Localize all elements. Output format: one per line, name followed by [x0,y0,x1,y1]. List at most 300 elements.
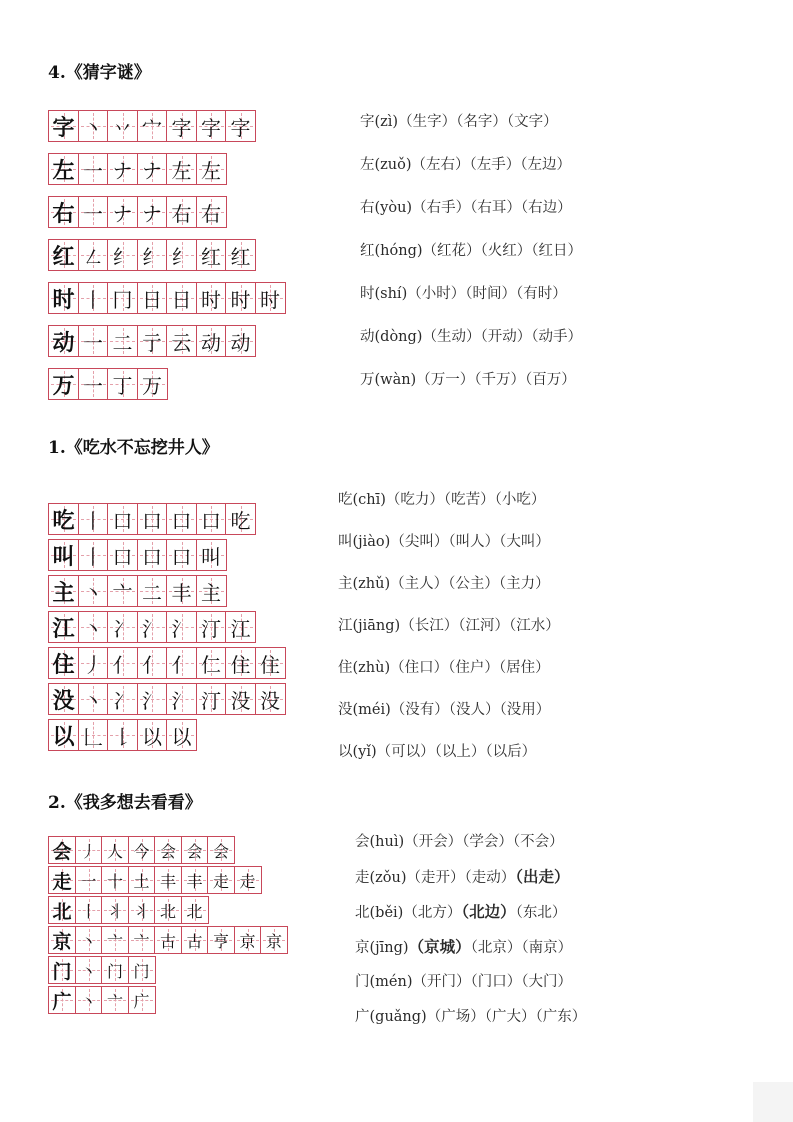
section-title-caizimi: 4.《猜字谜》 [48,63,151,83]
stroke-cell [78,611,109,643]
stroke-cell [225,611,256,643]
stroke-row [48,239,255,271]
stroke-cell [137,239,168,271]
cell-glyph: 丶 [80,961,97,981]
cell-glyph: 左 [52,158,75,184]
word-line: 时(shí)（小时）（时间）（有时） [360,286,567,302]
stroke-cell [255,647,286,679]
cell-glyph: 口 [171,508,192,533]
char-cell-main [48,986,76,1014]
cell-glyph: 土 [133,871,150,891]
cell-glyph: 纟 [142,244,162,269]
stroke-cell [181,836,209,864]
stroke-cell [137,575,168,607]
stroke-cell [128,896,156,924]
cell-glyph: 以 [171,724,192,749]
cell-glyph: 会 [186,841,203,861]
word-part-pre: 京(jīng) [355,940,409,956]
stroke-cell [196,503,227,535]
cell-glyph: 日 [142,287,162,312]
char-cell-main [48,836,76,864]
stroke-cell [196,110,227,142]
stroke-cell [196,153,227,185]
char-cell-main [48,282,79,314]
cell-glyph: 右 [201,201,221,226]
stroke-cell [78,239,109,271]
cell-glyph: 丬 [133,901,150,921]
stroke-row [48,836,234,864]
cell-glyph: 北 [159,901,176,921]
stroke-cell [166,325,197,357]
word-part-pre: 广(guǎng)（广场）（广大）（广东） [355,1009,587,1025]
stroke-cell [107,503,138,535]
cell-glyph: 亨 [212,931,229,951]
stroke-cell [137,611,168,643]
stroke-cell [137,719,168,751]
cell-glyph: 丨 [83,287,103,312]
stroke-row [48,956,154,984]
stroke-cell [196,282,227,314]
cell-glyph: 红 [230,244,251,269]
cell-glyph: 主 [52,580,75,606]
cell-glyph: 时 [52,287,75,313]
cell-glyph: 二 [142,580,162,605]
stroke-cell [166,110,197,142]
stroke-cell [260,926,288,954]
cell-glyph: 古 [159,931,176,951]
stroke-cell [207,836,235,864]
stroke-cell [128,866,156,894]
cell-glyph: 右 [171,201,192,226]
word-list-chishui [338,490,560,784]
cell-glyph: ナ [142,201,162,226]
stroke-cell [78,368,109,400]
word-line: 叫(jiào)（尖叫）（叫人）（大叫） [338,534,550,550]
cell-glyph: 会 [212,841,229,861]
stroke-cell [166,153,197,185]
stroke-cell [107,153,138,185]
cell-glyph: 住 [230,652,251,677]
cell-glyph: 红 [201,244,221,269]
stroke-row [48,282,284,314]
cell-glyph: 一 [83,158,103,183]
word-line: 万(wàn)（万一）（千万）（百万） [360,372,576,388]
cell-glyph: 口 [201,508,221,533]
stroke-cell [137,196,168,228]
stroke-cell [166,539,197,571]
stroke-cell [107,611,138,643]
char-cell-main [48,575,79,607]
cell-glyph: 丶 [80,991,97,1011]
stroke-cell [107,683,138,715]
stroke-cell [107,239,138,271]
cell-glyph: 𠄌 [112,724,133,749]
char-cell-main [48,647,79,679]
cell-glyph: 氵 [171,688,192,713]
cell-glyph: 亻 [142,652,162,677]
stroke-cell [137,539,168,571]
stroke-cell [166,503,197,535]
stroke-row [48,110,255,142]
char-cell-main [48,325,79,357]
cell-glyph: 动 [201,330,221,355]
cell-glyph: 口 [112,544,133,569]
cell-glyph: 丨 [80,901,97,921]
stroke-cell [196,683,227,715]
word-line [355,972,586,1007]
cell-glyph: 住 [260,652,280,677]
stroke-cell [107,325,138,357]
cell-glyph: 门 [52,960,72,983]
word-line: 动(dòng)（生动）（开动）（动手） [360,329,582,345]
stroke-cell [154,866,182,894]
stroke-cell [225,325,256,357]
char-cell-main [48,368,79,400]
cell-glyph: ナ [112,158,133,183]
stroke-row [48,325,255,357]
stroke-cell [78,153,109,185]
char-cell-main [48,196,79,228]
stroke-cell [107,575,138,607]
section-title-kankan: 2.《我多想去看看》 [48,793,202,813]
stroke-row [48,866,260,894]
cell-glyph: 冫 [112,688,133,713]
word-line [355,902,586,937]
word-line: 字(zì)（生字）（名字）（文字） [360,114,558,130]
char-cell-main [48,539,79,571]
cell-glyph: 京 [239,931,256,951]
cell-glyph: 动 [52,330,75,356]
stroke-cell [154,836,182,864]
cell-glyph: 江 [52,616,75,642]
stroke-cell [196,575,227,607]
stroke-cell [166,683,197,715]
cell-glyph: 汀 [201,688,221,713]
stroke-cell [101,896,129,924]
stroke-cell [101,866,129,894]
cell-glyph: 丿 [83,652,103,677]
cell-glyph: 冂 [112,287,133,312]
cell-glyph: 时 [201,287,221,312]
stroke-row [48,196,225,228]
char-cell-main [48,896,76,924]
cell-glyph: 没 [52,688,75,714]
stroke-cell [78,719,109,751]
cell-glyph: 北 [186,901,203,921]
cell-glyph: 丰 [171,580,192,605]
page-corner [753,1082,793,1122]
word-line [355,937,586,972]
word-line: 右(yòu)（右手）（右耳）（右边） [360,200,572,216]
cell-glyph: 氵 [142,616,162,641]
cell-glyph: 叫 [201,544,221,569]
word-part-pre: 北(běi)（北方） [355,905,462,921]
stroke-cell [75,836,103,864]
stroke-cell [75,896,103,924]
cell-glyph: 氵 [171,616,192,641]
stroke-cell [78,539,109,571]
cell-glyph: 氵 [142,688,162,713]
stroke-cell [107,110,138,142]
word-list-caizimi [360,112,582,413]
word-part-bold: （京城） [408,937,471,956]
cell-glyph: 字 [171,115,192,140]
cell-glyph: 丿 [80,841,97,861]
stroke-cell [154,896,182,924]
stroke-cell [181,866,209,894]
cell-glyph: 丶 [83,115,103,140]
cell-glyph: 时 [260,287,280,312]
stroke-cell [166,239,197,271]
cell-glyph: 走 [52,870,72,893]
stroke-cell [128,986,156,1014]
section-title-chishui: 1.《吃水不忘挖井人》 [48,438,219,458]
stroke-cell [181,926,209,954]
cell-glyph: 丁 [112,373,133,398]
char-cell-main [48,866,76,894]
cell-glyph: 门 [106,961,123,981]
cell-glyph: 丷 [112,115,133,140]
stroke-cell [101,836,129,864]
cell-glyph: 以 [52,724,75,750]
stroke-cell [196,196,227,228]
cell-glyph: 丶 [83,688,103,713]
stroke-cell [75,866,103,894]
stroke-row [48,926,287,954]
cell-glyph: 仁 [201,652,221,677]
word-line [355,1007,586,1042]
cell-glyph: 广 [133,991,150,1011]
cell-glyph: 丶 [80,931,97,951]
char-cell-main [48,153,79,185]
cell-glyph: 亠 [106,991,123,1011]
stroke-cell [101,956,129,984]
stroke-cell [128,926,156,954]
cell-glyph: 亠 [133,931,150,951]
cell-glyph: 亻 [171,652,192,677]
stroke-row [48,719,196,751]
word-line: 吃(chī)（吃力）（吃苦）（小吃） [338,492,546,508]
cell-glyph: 口 [142,544,162,569]
char-cell-main [48,611,79,643]
cell-glyph: 人 [106,841,123,861]
cell-glyph: 丶 [83,616,103,641]
cell-glyph: 主 [201,580,221,605]
word-part-post: （北京）（南京） [470,940,573,956]
cell-glyph: 京 [265,931,282,951]
cell-glyph: 云 [171,330,192,355]
stroke-cell [225,683,256,715]
stroke-cell [137,683,168,715]
cell-glyph: 江 [230,616,251,641]
word-line: 没(méi)（没有）（没人）（没用） [338,702,551,718]
word-line: 主(zhǔ)（主人）（公主）（主力） [338,576,550,592]
stroke-cell [166,196,197,228]
stroke-cell [107,719,138,751]
stroke-cell [107,196,138,228]
word-line: 以(yǐ)（可以）（以上）（以后） [338,744,537,760]
char-cell-main [48,239,79,271]
cell-glyph: 一 [80,871,97,891]
stroke-cell [166,611,197,643]
stroke-cell [166,647,197,679]
cell-glyph: 丨 [83,508,103,533]
stroke-cell [78,196,109,228]
cell-glyph: 时 [230,287,251,312]
cell-glyph: 纟 [112,244,133,269]
cell-glyph: 以 [142,724,162,749]
cell-glyph: 广 [52,990,72,1013]
cell-glyph: 亍 [142,330,162,355]
cell-glyph: ナ [142,158,162,183]
stroke-cell [255,683,286,715]
stroke-cell [101,926,129,954]
char-cell-main [48,683,79,715]
cell-glyph: 京 [52,930,72,953]
stroke-row [48,986,154,1014]
stroke-cell [196,539,227,571]
cell-glyph: 丬 [106,901,123,921]
cell-glyph: 动 [230,330,251,355]
stroke-cell [137,153,168,185]
cell-glyph: 走 [212,871,229,891]
cell-glyph: 丰 [159,871,176,891]
cell-glyph: 字 [52,115,75,141]
cell-glyph: 𠃊 [83,724,103,749]
cell-glyph: 叫 [52,544,75,570]
cell-glyph: 口 [171,544,192,569]
stroke-row [48,896,207,924]
stroke-cell [137,110,168,142]
stroke-row [48,503,255,535]
stroke-cell [137,325,168,357]
stroke-cell [137,282,168,314]
cell-glyph: 十 [106,871,123,891]
stroke-cell [78,282,109,314]
stroke-row [48,539,225,571]
stroke-cell [78,325,109,357]
stroke-cell [107,368,138,400]
stroke-cell [234,926,262,954]
cell-glyph: 万 [142,373,162,398]
stroke-cell [166,282,197,314]
stroke-cell [128,956,156,984]
stroke-cell [107,282,138,314]
cell-glyph: 左 [201,158,221,183]
stroke-cell [78,575,109,607]
stroke-cell [137,503,168,535]
word-part-bold: （出走） [515,867,570,886]
stroke-cell [196,325,227,357]
word-line: 左(zuǒ)（左右）（左手）（左边） [360,157,572,173]
stroke-cell [101,986,129,1014]
cell-glyph: 没 [230,688,251,713]
char-cell-main [48,956,76,984]
cell-glyph: 红 [52,244,75,270]
stroke-cell [225,239,256,271]
stroke-cell [181,896,209,924]
cell-glyph: 丶 [83,580,103,605]
stroke-cell [107,647,138,679]
word-part-pre: 走(zǒu)（走开）（走动） [355,870,516,886]
word-list-kankan [355,832,586,1042]
stroke-cell [234,866,262,894]
stroke-cell [255,282,286,314]
stroke-row [48,647,284,679]
stroke-cell [225,647,256,679]
cell-glyph: 万 [52,373,75,399]
cell-glyph: 亻 [112,652,133,677]
stroke-row [48,611,255,643]
stroke-cell [225,282,256,314]
stroke-cell [207,926,235,954]
cell-glyph: 亠 [112,580,133,605]
cell-glyph: 走 [239,871,256,891]
stroke-cell [196,611,227,643]
stroke-cell [107,539,138,571]
cell-glyph: ㇜ [83,244,103,269]
stroke-cell [78,503,109,535]
cell-glyph: 右 [52,201,75,227]
stroke-cell [75,926,103,954]
word-line: 江(jiāng)（长江）（江河）（江水） [338,618,560,634]
stroke-cell [166,575,197,607]
cell-glyph: 今 [133,841,150,861]
cell-glyph: 一 [83,330,103,355]
cell-glyph: 字 [230,115,251,140]
char-cell-main [48,110,79,142]
cell-glyph: 没 [260,688,280,713]
cell-glyph: 口 [142,508,162,533]
stroke-row [48,575,225,607]
char-cell-main [48,503,79,535]
stroke-cell [154,926,182,954]
cell-glyph: 吃 [52,508,75,534]
word-line [355,832,586,867]
word-line: 住(zhù)（住口）（住户）（居住） [338,660,550,676]
cell-glyph: 纟 [171,244,192,269]
stroke-cell [225,503,256,535]
stroke-cell [137,647,168,679]
stroke-row [48,368,166,400]
cell-glyph: 丨 [83,544,103,569]
cell-glyph: 宀 [142,115,162,140]
word-part-bold: （北边） [461,902,516,921]
cell-glyph: 一 [83,373,103,398]
cell-glyph: ナ [112,201,133,226]
cell-glyph: 丰 [186,871,203,891]
stroke-cell [78,110,109,142]
stroke-cell [78,683,109,715]
cell-glyph: 住 [52,652,75,678]
word-part-post: （东北） [515,905,567,921]
stroke-row [48,153,225,185]
word-line: 红(hóng)（红花）（火红）（红日） [360,243,583,259]
cell-glyph: 汀 [201,616,221,641]
word-line [355,867,586,902]
cell-glyph: 亠 [106,931,123,951]
cell-glyph: 北 [52,900,72,923]
cell-glyph: 会 [159,841,176,861]
stroke-cell [207,866,235,894]
stroke-cell [75,986,103,1014]
stroke-cell [75,956,103,984]
cell-glyph: 一 [83,201,103,226]
char-cell-main [48,926,76,954]
stroke-cell [128,836,156,864]
cell-glyph: 字 [201,115,221,140]
stroke-cell [225,110,256,142]
